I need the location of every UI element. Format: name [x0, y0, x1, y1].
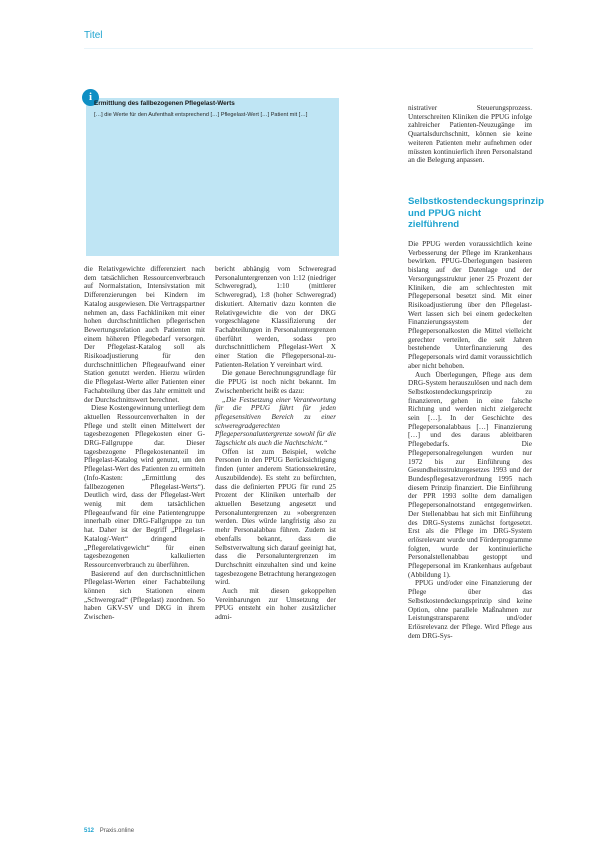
paragraph: Auch mit diesen gekoppelten Vereinbarungen zur Umsetzung der PPUG entsteht ein hoher zusätzlicher admi- — [215, 587, 336, 622]
header-rule — [84, 48, 533, 49]
column-3-bottom — [408, 240, 532, 825]
page-number: 512 — [84, 828, 95, 834]
paragraph: Auch Überlegungen, Pflege aus dem DRG-System herauszulösen und nach dem Selbstkostendeckungsprinzip zu finanzieren, gehen in eine falsche Richtung und werden nicht zielgerecht sein […]. In der Geschichte des Pflegepersonalabbaus […] Finanzierung […] und des daraus ableitbaren Pflegebedarfs. Die Pflegepersonalregelungen wurden nur 1972 bis zur Einführung des Gesundheitsstrukturgesetzes 1993 und der Bundespflegesatzverordnung 1995 nach diesem Prinzip finanziert. Die Einführung der PPR 1993 sollte dem damaligen Pflegepersonalnotstand entgegenwirken. Der Stellenabbau hat sich mit Einführung des DRG-Systems zunächst fortgesetzt. Erst als die Pflege im DRG-System erlösrelevant wurde und Förderprogramme folgten, wurde der kontinuierliche Personalstellenabbau gestoppt und Pflegepersonal im Krankenhaus aufgebaut (Abbildung 1). — [408, 370, 532, 579]
paragraph: Die genaue Berechnungsgrundlage für die PPUG ist noch nicht bekannt. Im Zwischenbericht heißt es dazu: — [215, 369, 336, 395]
paragraph: PPUG und/oder eine Finanzierung der Pflege über das Selbstkostendeckungsprinzip sind keine Option, ohne parallele Maßnahmen zur Leistungstransparenz und/oder Erlösrelevanz der Pflege. Wird Pflege aus dem DRG-Sys- — [408, 579, 532, 640]
quote: „Die Festsetzung einer Verantwortung für die PPUG führt für jeden pflegesensitiven Bereich zu einer schweregradgerechten Pflegepersonaluntergrenze sowohl für die Tagschicht als auch die Nachtschicht.“ — [215, 395, 336, 448]
column-2 — [215, 265, 336, 825]
paragraph: Diese Kostengewinnung unterliegt dem aktuellen Ressourcenverhalten in der Pflege und stellt einen Mittelwert der tagesbezogenen Pflegekosten einer G-DRG-Fallgruppe dar. Dieser tagesbezogene Pflegekostenanteil im Pflegelast-Katalog wird genutzt, um den Pflegelast-Wert des Patienten zu ermitteln (Info-Kasten: „Ermittlung des fallbezogenen Pflegelast-Werts“). Deutlich wird, dass der Pflegelast-Wert wenig mit dem tatsächlichen Pflegeaufwand für eine Patientengruppe innerhalb einer DRG-Fallgruppe zu tun hat. Daher ist der Begriff „Pflegelast-Katalog/-Wert“ dringend in „Pflegerelativgewicht“ für einen tagesbezogenen kalkulierten Ressourcenverbrauch zu überführen. — [84, 404, 205, 569]
magazine-name: Praxis.online — [99, 828, 135, 834]
paragraph: Offen ist zum Beispiel, welche Personen in den PPUG Berücksichtigung finden (unter anderem Stationssekretäre, Auszubildende). Es steht zu befürchten, dass die definierten PPUG für rund 25 Prozent der Kliniken unterhalb der aktuellen Besetzung angesetzt und Personaluntergrenzen zu »obergrenzen werden. Dies würde langfristig also zu mehr Personalabbau führen. Zudem ist ebenfalls bekannt, dass die Selbstverwaltung sich darauf geeinigt hat, dass die Personaluntergrenzen im Durchschnitt einzuhalten sind und keine tagesbezogene Betrachtung herangezogen wird. — [215, 447, 336, 587]
info-icon: i — [82, 89, 99, 106]
paragraph: die Relativgewichte differenziert nach dem tatsächlichen Ressourcenverbrauch auf Normalstation, Intensivstation mit Differenzierungen bei Kindern im Katalog ausgewiesen. Die Vertragspartner nehmen an, dass Fachkliniken mit einer hohen durchschnittlichen pflegerischen Bewertungsrelation auch Patienten mit einem höheren Pflegebedarf versorgen. Der Pflegelast-Katalog soll als Risikoadjustierung für den durchschnittlichen Pflegeaufwand einer Station genutzt werden. Hierzu würden die Pflegelast-Werte aller Patienten einer Fachabteilung über das Jahr ermittelt und der Durchschnittswert berechnet. — [84, 265, 205, 404]
info-box-text: […] die Werte für den Aufenthalt entsprechend […] Pflegelast-Wert […] Patient mit […] — [94, 112, 308, 118]
page-header-title: Titel — [84, 30, 103, 41]
paragraph: Die PPUG werden voraussichtlich keine Verbesserung der Pflege im Krankenhaus bewirken. PPUG-Überlegungen basieren bislang auf der Datenlage und der Versorgungsstruktur jener 25 Prozent der Kliniken, die am schlechtesten mit Pflegepersonal besetzt sind. Mit einer Risikoadjustierung über den Pflegelast-Wert lassen sich bei einem gedeckelten Finanzierungssystem der Pflegepersonalkosten die Mittel vielleicht gerechter verteilen, die seit Jahren bestehende Unterfinanzierung des Pflegepersonals wird damit voraussichtlich aber nicht behoben. — [408, 240, 532, 370]
paragraph: Basierend auf den durchschnittlichen Pflegelast-Werten einer Fachabteilung können sich Stationen einem „Schweregrad“ (Pflegelast) zuordnen. So haben GKV-SV und DKG in ihrem Zwischen- — [84, 569, 205, 622]
section-heading: Selbstkostendeckungsprinzip und PPUG nicht zielführend — [408, 196, 544, 230]
paragraph: nistrativer Steuerungsprozess. Unterschreiten Kliniken die PPUG infolge zahlreicher Patienten-Neuzugänge im Quartalsdurchschnitt, können sie keine weiteren Patienten mehr aufnehmen oder müssten kontinuierlich ihren Personalstand an die Belegung anpassen. — [408, 104, 532, 165]
paragraph: bericht abhängig vom Schweregrad Personaluntergrenzen von 1:12 (niedriger Schweregrad), 1:10 (mittlerer Schweregrad), 1:8 (hoher Schweregrad) diskutiert. Alternativ dazu konnten die Relativgewichte die von der DKG vorgeschlagene Klassifizierung der Fachabteilungen in Personaluntergrenzen überführt werden, sodass pro durchschnittlichem Pflegelast-Wert X einer Station die Pflegepersonal-zu-Patienten-Relation Y vereinbart wird. — [215, 265, 336, 369]
column-1 — [84, 265, 205, 825]
page-footer — [84, 828, 134, 834]
info-box-title: Ermittlung des fallbezogenen Pflegelast-Werts — [94, 100, 235, 107]
info-box — [86, 98, 339, 256]
